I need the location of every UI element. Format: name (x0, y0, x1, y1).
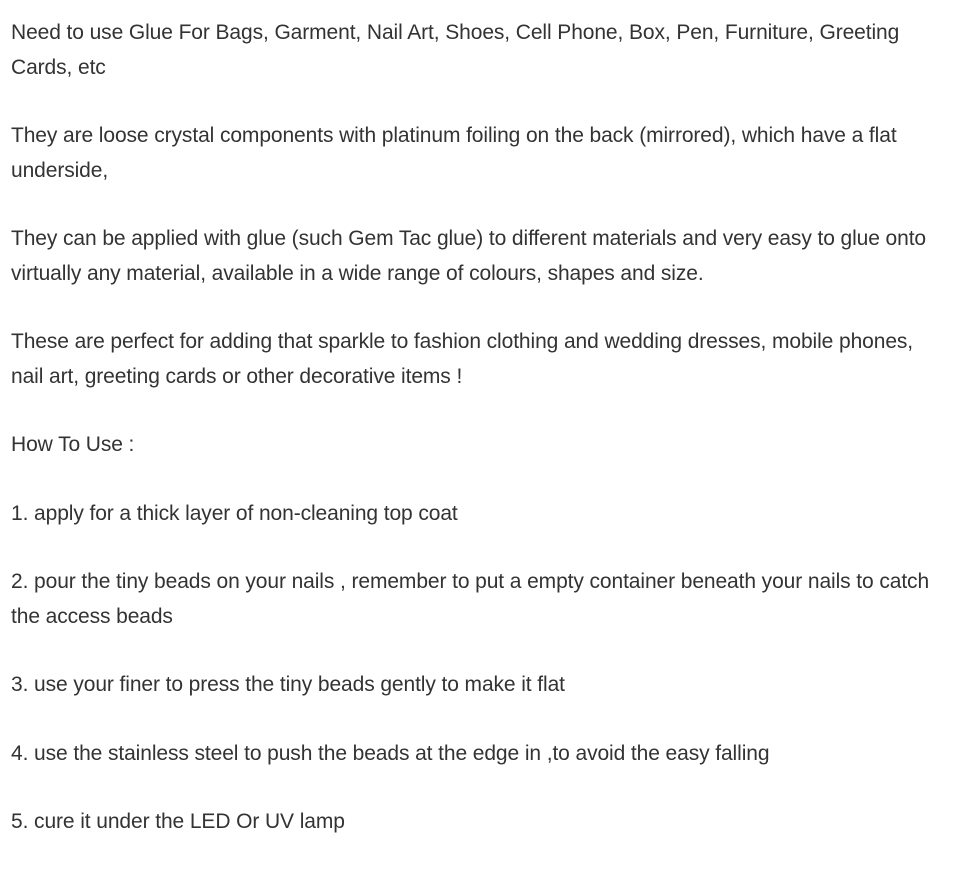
description-paragraph-crystal-components: They are loose crystal components with platinum foiling on the back (mirrored), which have a flat underside, (11, 124, 897, 182)
how-to-use-step-2: 2. pour the tiny beads on your nails , remember to put a empty container beneath your nails to catch the access beads (11, 570, 930, 628)
how-to-use-step-1: 1. apply for a thick layer of non-cleaning top coat (11, 501, 458, 525)
how-to-use-step-3: 3. use your finer to press the tiny beads gently to make it flat (11, 673, 565, 696)
how-to-use-step-5: 5. cure it under the LED Or UV lamp (11, 810, 345, 833)
description-paragraph-application: They can be applied with glue (such Gem Tac glue) to different materials and very easy to glue onto virtually any material, available in a wide range of colours, shapes and size. (11, 227, 927, 285)
description-paragraph-glue-uses: Need to use Glue For Bags, Garment, Nail Art, Shoes, Cell Phone, Box, Pen, Furniture, Greeting Cards, etc (11, 21, 900, 79)
description-paragraph-uses: These are perfect for adding that sparkle to fashion clothing and wedding dresses, mobile phones, nail art, greeting cards or other decorative items ! (11, 330, 914, 388)
how-to-use-heading: How To Use : (11, 433, 135, 456)
how-to-use-step-4: 4. use the stainless steel to push the beads at the edge in ,to avoid the easy falling (11, 741, 770, 765)
product-description (11, 16, 951, 874)
